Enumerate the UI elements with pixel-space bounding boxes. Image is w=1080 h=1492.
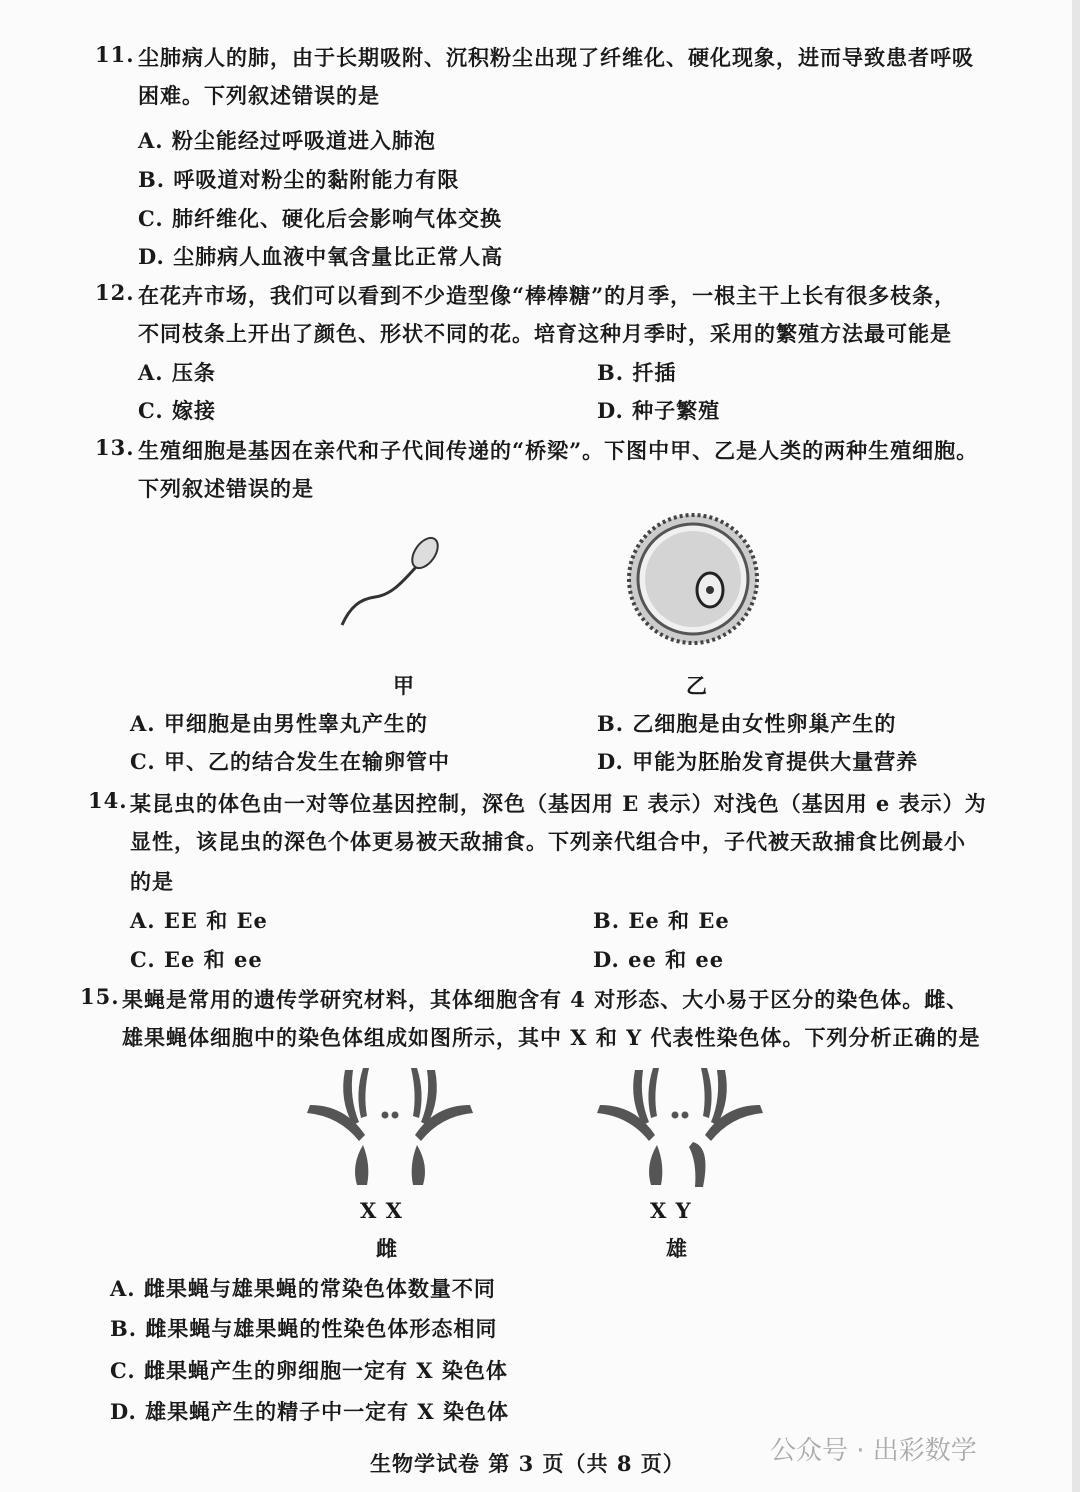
q15-option-a: A. 雌果蝇与雄果蝇的常染色体数量不同 <box>110 1276 496 1301</box>
egg-cell-figure <box>618 512 768 647</box>
q12-stem: 在花卉市场，我们可以看到不少造型像“棒棒糖”的月季，一根主干上长有很多枝条， <box>138 283 957 308</box>
q11-option-d: D. 尘肺病人血液中氧含量比正常人高 <box>138 244 504 269</box>
q13-option-d: D. 甲能为胚胎发育提供大量营养 <box>597 749 919 774</box>
q14-option-c: C. Ee 和 ee <box>130 947 263 972</box>
page-footer: 生物学试卷 第 3 页（共 8 页） <box>370 1451 685 1476</box>
figure-label-xx: X X <box>360 1198 403 1223</box>
q11-option-a: A. 粉尘能经过呼吸道进入肺泡 <box>138 128 436 153</box>
q13-option-c: C. 甲、乙的结合发生在输卵管中 <box>130 749 450 774</box>
q15-option-c: C. 雌果蝇产生的卵细胞一定有 X 染色体 <box>110 1358 508 1383</box>
figure-label-xy: X Y <box>650 1198 692 1223</box>
q13-number: 13. <box>95 435 135 460</box>
figure-label-female: 雌 <box>376 1236 398 1261</box>
q14-option-a: A. EE 和 Ee <box>130 908 268 933</box>
figure-label-male: 雄 <box>666 1236 688 1261</box>
q13-option-a: A. 甲细胞是由男性睾丸产生的 <box>130 711 428 736</box>
q14-stem: 的是 <box>130 869 174 894</box>
q12-option-b: B. 扦插 <box>597 360 677 385</box>
male-chromosome-figure <box>595 1060 765 1190</box>
figure-label-jia: 甲 <box>393 673 415 698</box>
q12-option-a: A. 压条 <box>138 360 216 385</box>
scan-edge <box>1072 0 1080 1492</box>
q12-stem: 不同枝条上开出了颜色、形状不同的花。培育这种月季时，采用的繁殖方法最可能是 <box>138 321 952 346</box>
q14-option-b: B. Ee 和 Ee <box>593 908 730 933</box>
sperm-cell-figure <box>330 525 450 635</box>
q15-number: 15. <box>80 984 120 1009</box>
q15-stem: 果蝇是常用的遗传学研究材料，其体细胞含有 4 对形态、大小易于区分的染色体。雌、 <box>122 987 969 1012</box>
watermark: 公众号 · 出彩数学 <box>770 1436 977 1466</box>
q13-stem: 生殖细胞是基因在亲代和子代间传递的“桥梁”。下图中甲、乙是人类的两种生殖细胞。 <box>138 438 979 463</box>
q12-option-d: D. 种子繁殖 <box>597 398 721 423</box>
q15-stem: 雄果蝇体细胞中的染色体组成如图所示，其中 X 和 Y 代表性染色体。下列分析正确的是 <box>122 1025 981 1050</box>
q12-option-c: C. 嫁接 <box>138 398 216 423</box>
q14-stem: 显性，该昆虫的深色个体更易被天敌捕食。下列亲代组合中，子代被天敌捕食比例最小 <box>130 829 966 854</box>
female-chromosome-figure <box>305 1060 475 1190</box>
q14-stem: 某昆虫的体色由一对等位基因控制，深色（基因用 E 表示）对浅色（基因用 e 表示）为 <box>130 791 987 816</box>
figure-label-yi: 乙 <box>686 673 708 698</box>
q13-option-b: B. 乙细胞是由女性卵巢产生的 <box>597 711 897 736</box>
q11-number: 11. <box>95 42 135 67</box>
q11-stem: 尘肺病人的肺，由于长期吸附、沉积粉尘出现了纤维化、硬化现象，进而导致患者呼吸 <box>138 45 974 70</box>
q13-stem: 下列叙述错误的是 <box>138 476 314 501</box>
q11-option-c: C. 肺纤维化、硬化后会影响气体交换 <box>138 206 502 231</box>
q14-option-d: D. ee 和 ee <box>593 947 725 972</box>
q11-option-b: B. 呼吸道对粉尘的黏附能力有限 <box>138 167 460 192</box>
q14-number: 14. <box>88 788 128 813</box>
q15-option-b: B. 雌果蝇与雄果蝇的性染色体形态相同 <box>110 1316 498 1341</box>
q11-stem: 困难。下列叙述错误的是 <box>138 83 380 108</box>
q15-option-d: D. 雄果蝇产生的精子中一定有 X 染色体 <box>110 1399 509 1424</box>
q12-number: 12. <box>95 280 135 305</box>
